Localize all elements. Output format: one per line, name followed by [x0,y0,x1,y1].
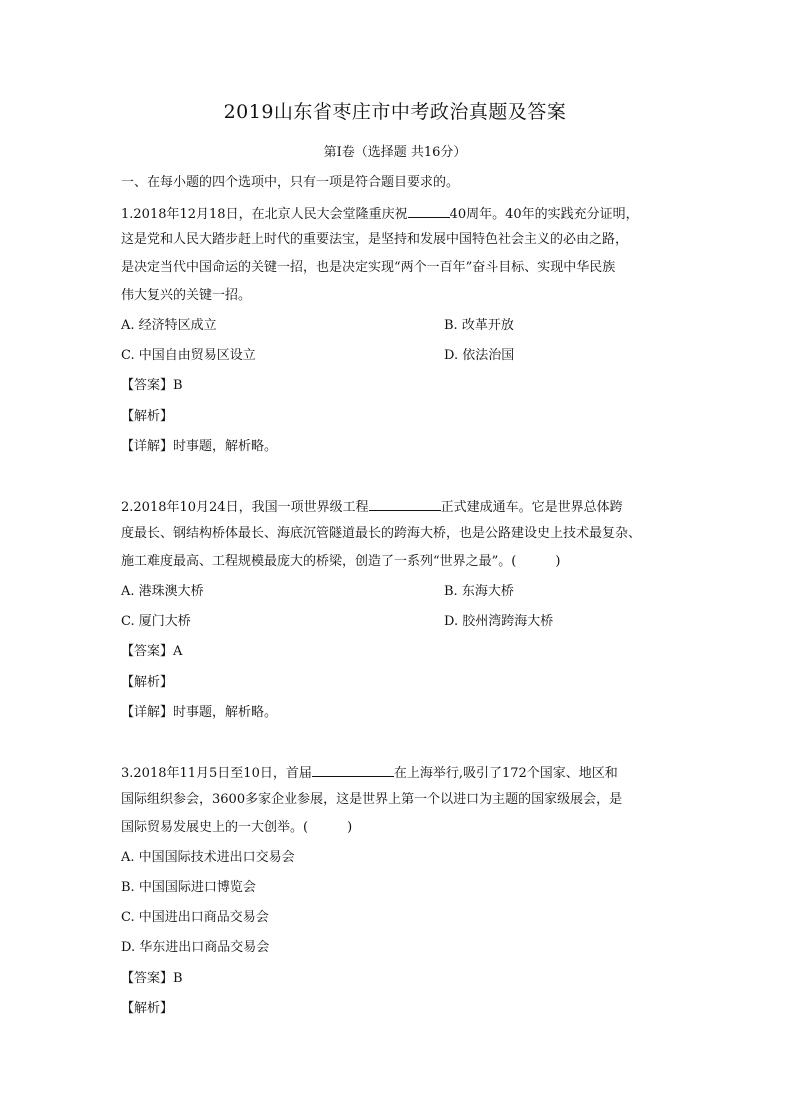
q2-answer: 【答案】A [121,644,183,659]
part-heading: 第I卷（选择题 共16分） [323,145,467,160]
q1-option-c: C. 中国自由贸易区设立 [121,348,256,363]
q2-option-a: A. 港珠澳大桥 [121,584,204,599]
q1-option-b: B. 改革开放 [444,318,514,333]
q3-option-b: B. 中国国际进口博览会 [121,880,256,895]
q2-option-d: D. 胶州湾跨海大桥 [444,614,554,629]
q1-option-a: A. 经济特区成立 [121,318,217,333]
q1-detail: 【详解】时事题，解析略。 [121,439,278,454]
q3-blank [312,763,394,777]
q2-blank [369,497,441,511]
q1-answer: 【答案】B [121,378,183,393]
q1-line-1 [121,204,681,224]
q3-line-2: 国际组织参会，3600多家企业参展，这是世界上第一个以进口为主题的国家级展会，是 [121,792,623,807]
q1-text-b: 40周年。40年的实践充分证明， [449,207,639,222]
q1-analysis: 【解析】 [121,409,174,424]
q2-text-a: 2.2018年10月24日，我国一项世界级工程 [121,500,369,515]
q2-text-b: 正式建成通车。它是世界总体跨 [440,500,623,515]
q3-line-3: 国际贸易发展史上的一大创举。( ) [121,820,353,835]
q3-text-b: 在上海举行,吸引了172个国家、地区和 [393,766,618,781]
q3-option-a: A. 中国国际技术进出口交易会 [121,850,295,865]
q2-option-b: B. 东海大桥 [444,584,514,599]
instruction: 一、在每小题的四个选项中，只有一项是符合题目要求的。 [121,175,460,190]
q3-text-a: 3.2018年11月5日至10日，首届 [121,766,312,781]
q2-line-2: 度最长、钢结构桥体最长、海底沉管隧道最长的跨海大桥，也是公路建设史上技术最复杂、 [121,526,642,541]
q3-option-d: D. 华东进出口商品交易会 [121,940,270,955]
q2-detail: 【详解】时事题，解析略。 [121,705,278,720]
q1-text-a: 1.2018年12月18日，在北京人民大会堂隆重庆祝 [121,207,408,222]
q1-line-2: 这是党和人民大踏步赶上时代的重要法宝，是坚持和发展中国特色社会主义的必由之路， [121,232,629,247]
q2-option-c: C. 厦门大桥 [121,614,191,629]
q2-line-3: 施工难度最高、工程规模最庞大的桥梁，创造了一系列“世界之最”。( ) [121,554,561,569]
q3-analysis: 【解析】 [121,1001,174,1016]
q1-option-d: D. 依法治国 [444,348,515,363]
q1-blank [408,204,450,218]
q2-line-1 [121,497,681,517]
q1-line-4: 伟大复兴的关键一招。 [121,288,252,303]
q3-option-c: C. 中国进出口商品交易会 [121,910,269,925]
q3-line-1 [121,763,681,783]
q1-line-3: 是决定当代中国命运的关键一招，也是决定实现“两个一百年”奋斗目标、实现中华民族 [121,260,616,275]
q3-answer: 【答案】B [121,971,183,986]
q2-analysis: 【解析】 [121,675,174,690]
page-title: 2019山东省枣庄市中考政治真题及答案 [223,101,567,123]
